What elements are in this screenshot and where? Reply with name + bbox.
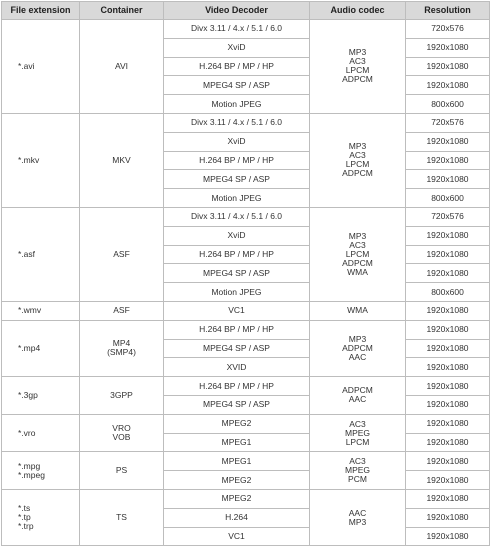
audio-codec-cell: ADPCM AAC — [310, 377, 406, 415]
video-decoder-cell: MPEG2 — [164, 414, 310, 433]
container-cell: PS — [80, 452, 164, 490]
video-decoder-cell: H.264 BP / MP / HP — [164, 320, 310, 339]
file-extension-cell: *.vro — [2, 414, 80, 452]
table-row — [2, 489, 490, 508]
video-decoder-cell: MPEG1 — [164, 452, 310, 471]
file-extension-cell: *.asf — [2, 207, 80, 301]
video-decoder-cell: Motion JPEG — [164, 283, 310, 302]
audio-codec-cell: AC3 MPEG LPCM — [310, 414, 406, 452]
header-audio-codec: Audio codec — [310, 2, 406, 20]
table-row — [2, 414, 490, 433]
video-decoder-cell: VC1 — [164, 527, 310, 546]
video-decoder-cell: Divx 3.11 / 4.x / 5.1 / 6.0 — [164, 207, 310, 226]
container-cell: MP4 (SMP4) — [80, 320, 164, 376]
file-extension-cell: *.ts *.tp *.trp — [2, 489, 80, 545]
resolution-cell: 1920x1080 — [406, 320, 490, 339]
resolution-cell: 1920x1080 — [406, 377, 490, 396]
audio-codec-cell: AC3 MPEG PCM — [310, 452, 406, 490]
resolution-cell: 1920x1080 — [406, 471, 490, 490]
video-decoder-cell: XviD — [164, 38, 310, 57]
video-decoder-cell: Divx 3.11 / 4.x / 5.1 / 6.0 — [164, 20, 310, 39]
container-cell: VRO VOB — [80, 414, 164, 452]
file-extension-cell: *.mp4 — [2, 320, 80, 376]
file-extension-cell: *.avi — [2, 20, 80, 114]
video-decoder-cell: H.264 BP / MP / HP — [164, 245, 310, 264]
container-cell: ASF — [80, 207, 164, 301]
resolution-cell: 720x576 — [406, 113, 490, 132]
header-container: Container — [80, 2, 164, 20]
table-body — [2, 20, 490, 546]
codec-support-table — [1, 1, 490, 546]
resolution-cell: 1920x1080 — [406, 414, 490, 433]
video-decoder-cell: MPEG4 SP / ASP — [164, 170, 310, 189]
resolution-cell: 1920x1080 — [406, 301, 490, 320]
video-decoder-cell: H.264 BP / MP / HP — [164, 151, 310, 170]
video-decoder-cell: H.264 — [164, 508, 310, 527]
header-file-extension: File extension — [2, 2, 80, 20]
resolution-cell: 720x576 — [406, 20, 490, 39]
resolution-cell: 1920x1080 — [406, 339, 490, 358]
resolution-cell: 800x600 — [406, 189, 490, 208]
table-row — [2, 20, 490, 39]
resolution-cell: 1920x1080 — [406, 57, 490, 76]
resolution-cell: 720x576 — [406, 207, 490, 226]
table-row — [2, 113, 490, 132]
audio-codec-cell: WMA — [310, 301, 406, 320]
table-row — [2, 301, 490, 320]
resolution-cell: 1920x1080 — [406, 489, 490, 508]
container-cell: MKV — [80, 113, 164, 207]
resolution-cell: 800x600 — [406, 283, 490, 302]
video-decoder-cell: H.264 BP / MP / HP — [164, 377, 310, 396]
resolution-cell: 1920x1080 — [406, 170, 490, 189]
resolution-cell: 1920x1080 — [406, 395, 490, 414]
container-cell: AVI — [80, 20, 164, 114]
audio-codec-cell: AAC MP3 — [310, 489, 406, 545]
resolution-cell: 1920x1080 — [406, 132, 490, 151]
audio-codec-cell: MP3 ADPCM AAC — [310, 320, 406, 376]
video-decoder-cell: Motion JPEG — [164, 95, 310, 114]
table-header-row — [2, 2, 490, 20]
audio-codec-cell: MP3 AC3 LPCM ADPCM WMA — [310, 207, 406, 301]
resolution-cell: 1920x1080 — [406, 226, 490, 245]
video-decoder-cell: MPEG2 — [164, 489, 310, 508]
table-row — [2, 377, 490, 396]
resolution-cell: 1920x1080 — [406, 245, 490, 264]
video-decoder-cell: XviD — [164, 226, 310, 245]
resolution-cell: 1920x1080 — [406, 527, 490, 546]
header-resolution: Resolution — [406, 2, 490, 20]
video-decoder-cell: MPEG4 SP / ASP — [164, 339, 310, 358]
resolution-cell: 1920x1080 — [406, 76, 490, 95]
header-video-decoder: Video Decoder — [164, 2, 310, 20]
file-extension-cell: *.mpg *.mpeg — [2, 452, 80, 490]
video-decoder-cell: Divx 3.11 / 4.x / 5.1 / 6.0 — [164, 113, 310, 132]
video-decoder-cell: MPEG4 SP / ASP — [164, 76, 310, 95]
resolution-cell: 1920x1080 — [406, 264, 490, 283]
resolution-cell: 800x600 — [406, 95, 490, 114]
video-decoder-cell: MPEG1 — [164, 433, 310, 452]
video-decoder-cell: XviD — [164, 132, 310, 151]
container-cell: ASF — [80, 301, 164, 320]
file-extension-cell: *.mkv — [2, 113, 80, 207]
resolution-cell: 1920x1080 — [406, 358, 490, 377]
table-row — [2, 207, 490, 226]
table-row — [2, 320, 490, 339]
container-cell: TS — [80, 489, 164, 545]
video-decoder-cell: MPEG4 SP / ASP — [164, 264, 310, 283]
video-decoder-cell: VC1 — [164, 301, 310, 320]
resolution-cell: 1920x1080 — [406, 38, 490, 57]
audio-codec-cell: MP3 AC3 LPCM ADPCM — [310, 20, 406, 114]
table-row — [2, 452, 490, 471]
video-decoder-cell: Motion JPEG — [164, 189, 310, 208]
resolution-cell: 1920x1080 — [406, 452, 490, 471]
video-decoder-cell: H.264 BP / MP / HP — [164, 57, 310, 76]
file-extension-cell: *.wmv — [2, 301, 80, 320]
resolution-cell: 1920x1080 — [406, 151, 490, 170]
file-extension-cell: *.3gp — [2, 377, 80, 415]
video-decoder-cell: MPEG2 — [164, 471, 310, 490]
audio-codec-cell: MP3 AC3 LPCM ADPCM — [310, 113, 406, 207]
video-decoder-cell: MPEG4 SP / ASP — [164, 395, 310, 414]
resolution-cell: 1920x1080 — [406, 433, 490, 452]
container-cell: 3GPP — [80, 377, 164, 415]
video-decoder-cell: XVID — [164, 358, 310, 377]
resolution-cell: 1920x1080 — [406, 508, 490, 527]
